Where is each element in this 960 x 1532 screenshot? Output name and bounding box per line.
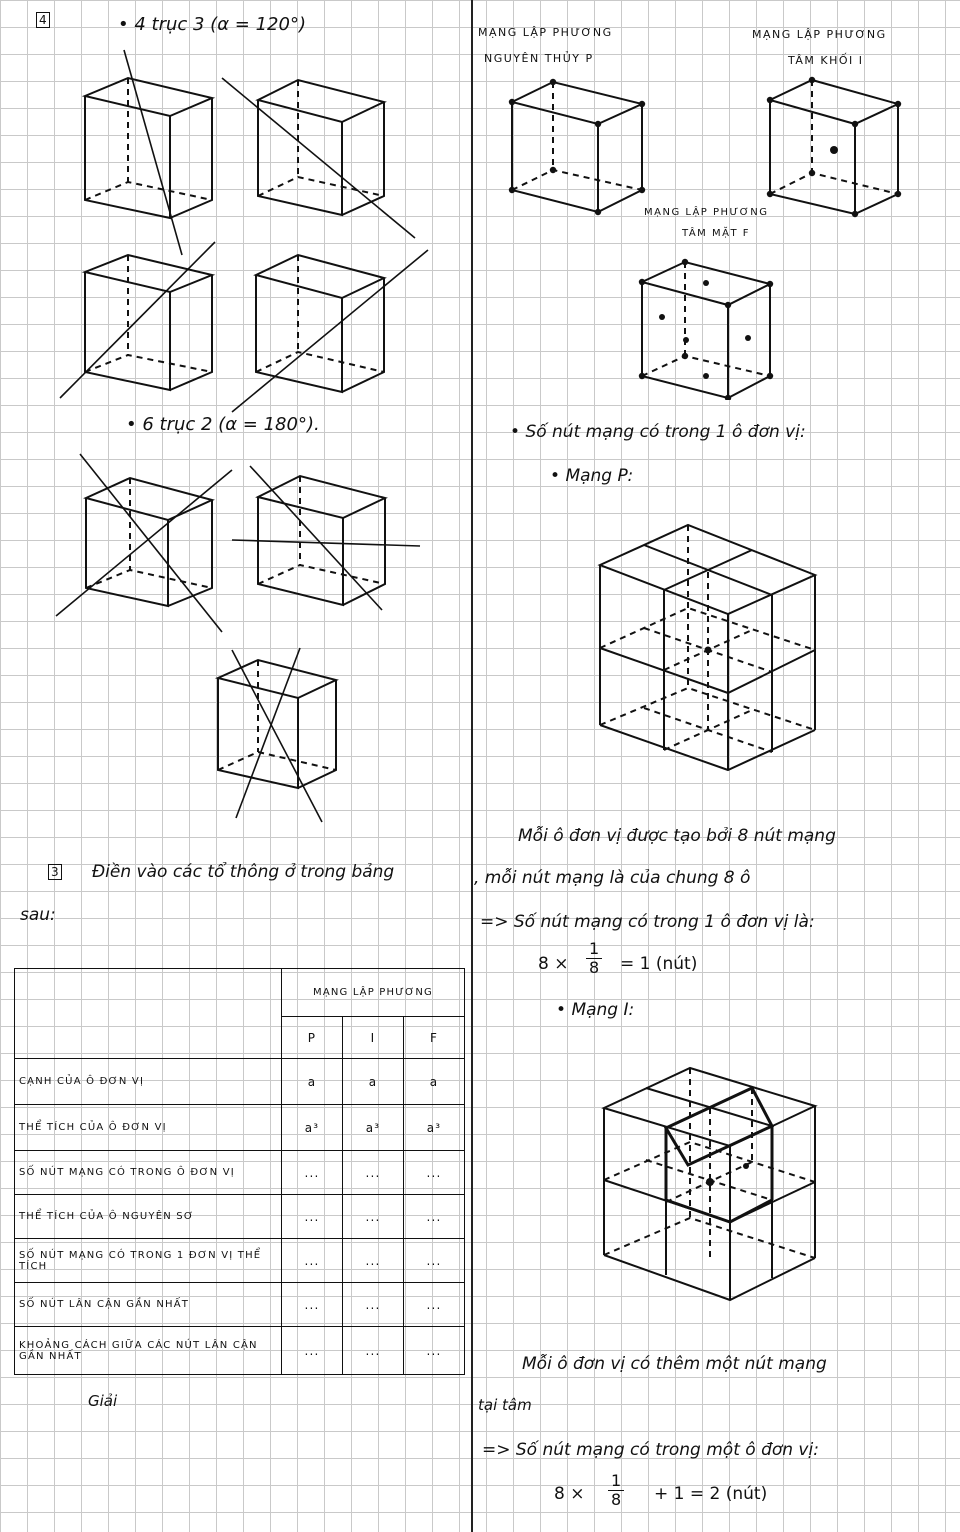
table-cell: ...	[343, 1283, 404, 1327]
i-formula-fraction: $\frac{1}{8}$	[608, 1472, 624, 1509]
section-number-3: 3	[48, 864, 62, 880]
axes-3-heading: • 4 trục 3 (α = 120°)	[118, 14, 306, 35]
table-row-label: THỂ TÍCH CỦA Ô ĐƠN VỊ	[15, 1105, 282, 1151]
table-cell: ...	[282, 1239, 343, 1283]
table-cell: ...	[343, 1239, 404, 1283]
i-formula-left: 8 ×	[554, 1484, 585, 1504]
lattice-p-label-line-2: NGUYÊN THỦY P	[484, 52, 594, 65]
p-formula-fraction: $\frac{1}{8}$	[586, 940, 602, 977]
table-cell: ...	[343, 1195, 404, 1239]
p-text-line-3: => Số nút mạng có trong 1 ô đơn vị là:	[480, 912, 815, 932]
table-row-label: SỐ NÚT MẠNG CÓ TRONG 1 ĐƠN VỊ THỂ TÍCH	[15, 1239, 282, 1283]
table-cell: ...	[282, 1283, 343, 1327]
table-row-label: SỐ NÚT LÂN CẬN GẦN NHẤT	[15, 1283, 282, 1327]
i-text-line-1: Mỗi ô đơn vị có thêm một nút mạng	[522, 1354, 827, 1374]
lattice-f-label-line-1: MẠNG LẬP PHƯƠNG	[644, 207, 769, 218]
i-formula-right: + 1 = 2 (nút)	[654, 1484, 768, 1504]
table-cell: ...	[404, 1283, 465, 1327]
table-cell: a	[343, 1059, 404, 1105]
table-cell: a³	[343, 1105, 404, 1151]
p-formula-right: = 1 (nút)	[620, 954, 698, 974]
axes-2-heading: • 6 trục 2 (α = 180°).	[126, 414, 320, 435]
table-cell: ...	[404, 1195, 465, 1239]
lattice-f-label-line-2: TÂM MẶT F	[682, 228, 750, 239]
p-formula-left: 8 ×	[538, 954, 569, 974]
i-lattice-heading: • Mạng I:	[556, 1000, 635, 1020]
table-cell: a³	[282, 1105, 343, 1151]
table-row-label: KHOẢNG CÁCH GIỮA CÁC NÚT LÂN CẬN GẦN NHẤT	[15, 1327, 282, 1375]
table-cell: ...	[404, 1151, 465, 1195]
table-row-label: SỐ NÚT MẠNG CÓ TRONG Ô ĐƠN VỊ	[15, 1151, 282, 1195]
table-col-header-i: I	[343, 1017, 404, 1059]
table-col-header-p: P	[282, 1017, 343, 1059]
lattice-i-label-line-2: TÂM KHỐI I	[788, 54, 864, 67]
table-row-label: CẠNH CỦA Ô ĐƠN VỊ	[15, 1059, 282, 1105]
task-text-line-2: sau:	[20, 905, 56, 925]
count-heading: • Số nút mạng có trong 1 ô đơn vị:	[510, 422, 806, 442]
table-cell: a	[282, 1059, 343, 1105]
table-cell: ...	[404, 1327, 465, 1375]
table-cell: a	[404, 1059, 465, 1105]
lattice-p-label-line-1: MẠNG LẬP PHƯƠNG	[478, 26, 613, 39]
lattice-i-label-line-1: MẠNG LẬP PHƯƠNG	[752, 28, 887, 41]
table-cell: a³	[404, 1105, 465, 1151]
answer-label: Giải	[88, 1392, 118, 1410]
table-cell: ...	[282, 1195, 343, 1239]
table-cell: ...	[404, 1239, 465, 1283]
table-cell: ...	[343, 1327, 404, 1375]
section-number-4: 4	[36, 12, 50, 28]
table-group-header: MẠNG LẬP PHƯƠNG	[282, 969, 465, 1017]
table-row	[15, 1327, 465, 1375]
p-text-line-1: Mỗi ô đơn vị được tạo bởi 8 nút mạng	[518, 826, 836, 846]
table-row-label: THỂ TÍCH CỦA Ô NGUYÊN SƠ	[15, 1195, 282, 1239]
i-text-line-3: => Số nút mạng có trong một ô đơn vị:	[482, 1440, 819, 1460]
i-text-line-2: tại tâm	[478, 1396, 532, 1414]
task-text-line-1: Điền vào các tổ thông ở trong bảng	[92, 862, 395, 882]
p-text-line-2: , mỗi nút mạng là của chung 8 ô	[474, 868, 751, 888]
table-col-header-f: F	[404, 1017, 465, 1059]
table-cell: ...	[343, 1151, 404, 1195]
table-cell: ...	[282, 1151, 343, 1195]
p-lattice-heading: • Mạng P:	[550, 466, 634, 486]
table-cell: ...	[282, 1327, 343, 1375]
